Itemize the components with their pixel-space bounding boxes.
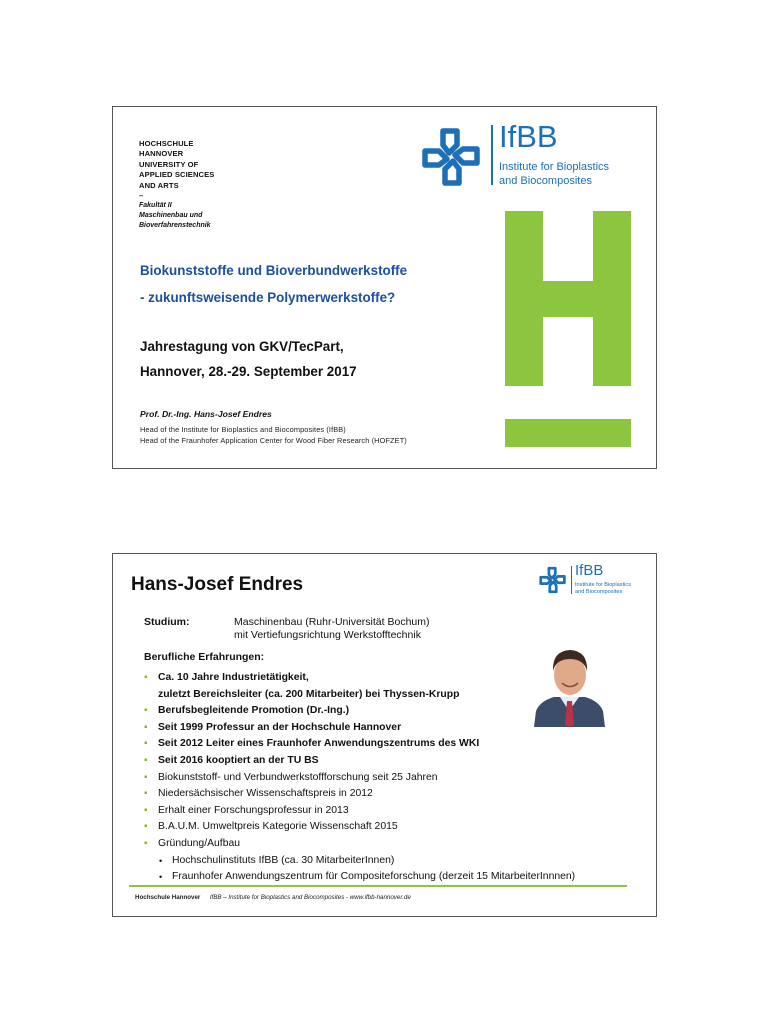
title-slide <box>112 106 657 469</box>
slide-title: Hans-Josef Endres <box>131 574 304 595</box>
ifbb-flower-icon <box>419 125 485 189</box>
list-item: ▪ Berufsbegleitende Promotion (Dr.-Ing.) <box>144 703 575 720</box>
faculty-line: Maschinenbau und <box>139 212 203 220</box>
list-item-text: zuletzt Bereichsleiter (ca. 200 Mitarbeiter) bei Thyssen-Krupp <box>158 688 460 700</box>
event-line-2: Hannover, 28.-29. September 2017 <box>140 364 357 379</box>
presenter-name: Prof. Dr.-Ing. Hans-Josef Endres <box>140 409 272 419</box>
sub-list-item: • Hochschulinstituts IfBB (ca. 30 MitarbeiterInnen) <box>144 853 575 870</box>
portrait-photo <box>532 637 607 727</box>
faculty-line: Bioverfahrenstechnik <box>139 222 211 230</box>
university-line: HANNOVER <box>139 149 184 159</box>
studium-line-1: Maschinenbau (Ruhr-Universität Bochum) <box>234 616 430 628</box>
career-heading: Berufliche Erfahrungen: <box>144 651 265 663</box>
sub-list-item: • Fraunhofer Anwendungszentrum für Compositeforschung (derzeit 15 MitarbeiterInnnen) <box>144 869 575 886</box>
list-item: ▪ Niedersächsischer Wissenschaftspreis in 2012 <box>144 786 575 803</box>
studium-label: Studium: <box>144 616 190 628</box>
list-item: ▪ Seit 2012 Leiter eines Fraunhofer Anwendungszentrums des WKI <box>144 736 575 753</box>
career-list <box>144 670 575 886</box>
talk-title-line-1: Biokunststoffe und Bioverbundwerkstoffe <box>140 263 408 278</box>
university-line: AND ARTS <box>139 180 179 190</box>
logo-name: IfBB <box>499 119 558 154</box>
hochschule-h-logo <box>505 211 635 451</box>
logo-subtitle: and Biocomposites <box>499 175 592 187</box>
list-item-continuation <box>144 687 575 704</box>
list-item: ▪ Seit 2016 kooptiert an der TU BS <box>144 753 575 770</box>
slide-footer <box>135 894 411 901</box>
list-item: ▪ B.A.U.M. Umweltpreis Kategorie Wissenschaft 2015 <box>144 819 575 836</box>
footer-text: IfBB – Institute for Bioplastics and Biocomposites - www.ifbb-hannover.de <box>209 894 411 901</box>
logo-subtitle: and Biocomposites <box>575 589 623 595</box>
footer-institution: Hochschule Hannover <box>135 894 201 901</box>
faculty-line: Fakultät II <box>139 202 172 210</box>
event-line-1: Jahrestagung von GKV/TecPart, <box>140 339 344 354</box>
ifbb-logo <box>419 119 639 193</box>
presenter-role-2: Head of the Fraunhofer Application Center for Wood Fiber Research (HOFZET) <box>140 436 407 445</box>
bio-slide <box>112 553 657 917</box>
university-line: HOCHSCHULE <box>139 139 194 148</box>
logo-name: IfBB <box>575 562 604 579</box>
logo-subtitle: Institute for Bioplastics <box>499 161 610 173</box>
university-line: APPLIED SCIENCES <box>139 170 215 180</box>
footer-divider <box>129 885 627 887</box>
university-line: UNIVERSITY OF <box>139 159 199 169</box>
ifbb-flower-icon <box>538 565 568 595</box>
presenter-role-1: Head of the Institute for Bioplastics and Biocomposites (IfBB) <box>140 425 346 434</box>
ifbb-logo-small <box>538 564 648 598</box>
list-item: ▪ Erhalt einer Forschungsprofessur in 2013 <box>144 803 575 820</box>
list-item: ▪ Gründung/Aufbau <box>144 836 575 853</box>
talk-title-line-2: - zukunftsweisende Polymerwerkstoffe? <box>140 290 396 305</box>
list-item: ▪ Seit 1999 Professur an der Hochschule Hannover <box>144 720 575 737</box>
list-item: ▪ Biokunststoff- und Verbundwerkstoffforschung seit 25 Jahren <box>144 770 575 787</box>
list-item: ▪ Ca. 10 Jahre Industrietätigkeit, <box>144 670 575 687</box>
studium-line-2: mit Vertiefungsrichtung Werkstofftechnik <box>234 629 421 641</box>
logo-subtitle: Institute for Bioplastics <box>575 582 631 588</box>
separator-dash: – <box>139 191 144 201</box>
university-name-block <box>139 139 249 231</box>
